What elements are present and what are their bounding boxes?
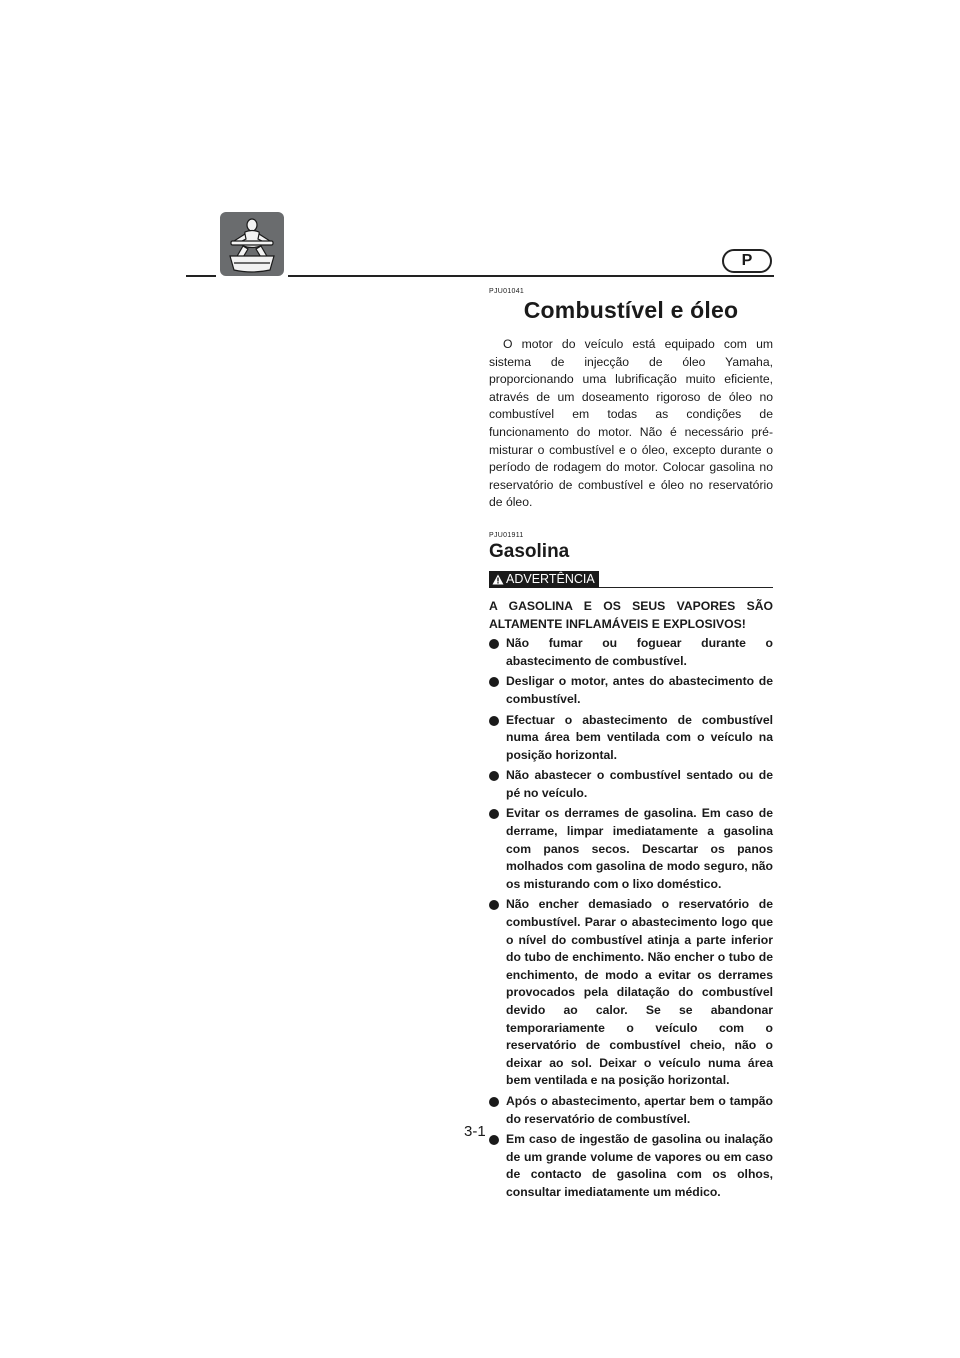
- main-content: [489, 288, 773, 1205]
- header-rule-right: [288, 275, 774, 277]
- bullet-icon: [489, 1135, 499, 1145]
- warning-intro: A GASOLINA E OS SEUS VAPORES SÃO ALTAMENTE INFLAMÁVEIS E EXPLOSIVOS!: [489, 598, 773, 631]
- page-number: 3-1: [464, 1123, 486, 1140]
- list-item: Após o abastecimento, apertar bem o tampão do reservatório de combustível.: [489, 1093, 773, 1128]
- section-code: PJU01041: [489, 288, 525, 295]
- page-title: Combustível e óleo: [523, 297, 739, 323]
- bullet-icon: [489, 771, 499, 781]
- section-code-gasolina: PJU01911: [489, 531, 524, 539]
- list-item: Não encher demasiado o reservatório de combustível. Parar o abastecimento logo que o nível do combustível atinja a parte inferior do tubo de enchimento. Não encher o tubo de enchimento, de modo a evitar os derrames provocados pela dilatação do combustível devido ao calor. Se se abandonar temporariamente o veículo com o reservatório de combustível cheio, não o deixar ao sol. Deixar o veículo numa área bem ventilada e na posição horizontal.: [489, 896, 773, 1090]
- warning-badge: [489, 571, 599, 588]
- bullet-icon: [489, 1097, 499, 1107]
- section-title-gasolina: Gasolina: [489, 540, 570, 562]
- list-item: Não abastecer o combustível sentado ou de pé no veículo.: [489, 767, 773, 802]
- personal-watercraft-rider-icon: [220, 212, 284, 276]
- bullet-icon: [489, 809, 499, 819]
- bullet-icon: [489, 900, 499, 910]
- warning-triangle-icon: [492, 574, 504, 585]
- header-rule-left: [186, 275, 216, 277]
- bullet-icon: [489, 677, 499, 687]
- warning-list: [489, 635, 773, 1201]
- list-item: Evitar os derrames de gasolina. Em caso de derrame, limpar imediatamente a gasolina com panos secos. Descartar os panos molhados com gasolina de modo seguro, não os misturando com o lixo doméstico.: [489, 805, 773, 893]
- warning-rule: [599, 587, 773, 588]
- warning-label-text: ADVERTÊNCIA: [506, 572, 595, 587]
- list-item: Não fumar ou foguear durante o abastecimento de combustível.: [489, 635, 773, 670]
- intro-paragraph: O motor do veículo está equipado com um sistema de injecção de óleo Yamaha, proporcionando uma lubrificação muito eficiente, através de um doseamento rigoroso de óleo no combustível em todas as condições de funcionamento do motor. Não é necessário pré-misturar o combustível e o óleo, excepto durante o período de rodagem do motor. Colocar gasolina no reservatório de combustível e óleo no reservatório de óleo.: [489, 337, 773, 510]
- list-item: Em caso de ingestão de gasolina ou inalação de um grande volume de vapores ou em caso de contacto de gasolina com os olhos, consultar imediatamente um médico.: [489, 1131, 773, 1201]
- language-badge: P: [722, 249, 772, 273]
- list-item: Desligar o motor, antes do abastecimento de combustível.: [489, 673, 773, 708]
- warning-header: [489, 569, 773, 588]
- list-item: Efectuar o abastecimento de combustível numa área bem ventilada com o veículo na posição horizontal.: [489, 712, 773, 765]
- bullet-icon: [489, 716, 499, 726]
- bullet-icon: [489, 639, 499, 649]
